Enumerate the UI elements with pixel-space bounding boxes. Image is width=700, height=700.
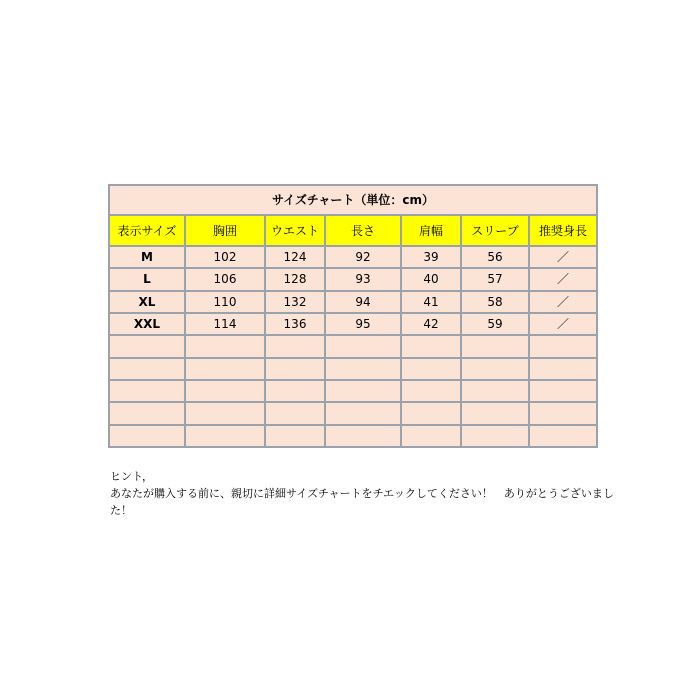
table-cell: 42 [401,313,461,335]
table-cell [265,335,325,357]
table-cell [461,358,529,380]
table-cell [185,335,265,357]
size-label-cell [109,358,185,380]
header-recommended-height: 推奨身長 [529,215,597,245]
table-cell [529,358,597,380]
table-cell: 132 [265,291,325,313]
table-cell [461,335,529,357]
hint-line-2: あなたが購入する前に、親切に詳細サイズチャートをチエックしてください！ ありがとうございまし [110,487,614,500]
header-chest: 胸囲 [185,215,265,245]
table-cell: 136 [265,313,325,335]
size-label-cell: XL [109,291,185,313]
table-cell: 92 [325,246,401,268]
size-chart-table [108,184,598,448]
hint-line-3: た！ [110,504,132,517]
table-cell: 39 [401,246,461,268]
table-cell [529,380,597,402]
size-label-cell: M [109,246,185,268]
table-cell: 41 [401,291,461,313]
size-label-cell [109,380,185,402]
table-cell: 58 [461,291,529,313]
table-cell: 94 [325,291,401,313]
header-row [109,215,597,245]
table-cell [401,425,461,447]
table-row [109,358,597,380]
table-cell [325,380,401,402]
table-cell: 114 [185,313,265,335]
table-cell [461,425,529,447]
header-length: 長さ [325,215,401,245]
size-label-cell [109,335,185,357]
table-cell: 40 [401,268,461,290]
table-cell: 57 [461,268,529,290]
table-cell [401,402,461,424]
table-cell [461,402,529,424]
table-cell: 93 [325,268,401,290]
table-cell: ／ [529,313,597,335]
table-cell [529,425,597,447]
table-row [109,246,597,268]
table-cell [265,402,325,424]
hint-note [110,468,614,519]
table-cell: 95 [325,313,401,335]
table-title: サイズチャート（単位：cm） [109,185,597,215]
size-label-cell [109,425,185,447]
size-label-cell [109,402,185,424]
table-cell [529,402,597,424]
table-cell [185,358,265,380]
hint-line-1: ヒント， [110,470,154,483]
header-size: 表示サイズ [109,215,185,245]
title-row [109,185,597,215]
header-sleeve: スリーブ [461,215,529,245]
table-cell [265,380,325,402]
table-cell: 106 [185,268,265,290]
table-cell [401,358,461,380]
table-row [109,425,597,447]
table-cell [185,380,265,402]
table-cell [325,402,401,424]
table-cell: 110 [185,291,265,313]
table-cell: ／ [529,291,597,313]
table-cell [529,335,597,357]
table-row [109,380,597,402]
header-shoulder: 肩幅 [401,215,461,245]
table-cell: 124 [265,246,325,268]
table-cell [461,380,529,402]
table-cell [265,358,325,380]
header-waist: ウエスト [265,215,325,245]
table-cell [325,358,401,380]
table-cell [185,402,265,424]
table-cell: 59 [461,313,529,335]
table-row [109,313,597,335]
size-label-cell: XXL [109,313,185,335]
table-cell [325,335,401,357]
table-row [109,335,597,357]
size-label-cell: L [109,268,185,290]
table-cell: 128 [265,268,325,290]
table-row [109,402,597,424]
table-cell: ／ [529,246,597,268]
table-cell: 102 [185,246,265,268]
table-cell: 56 [461,246,529,268]
table-cell [325,425,401,447]
table-row [109,291,597,313]
table-cell [265,425,325,447]
table-cell [401,335,461,357]
table-cell [401,380,461,402]
table-row [109,268,597,290]
table-cell: ／ [529,268,597,290]
table-cell [185,425,265,447]
